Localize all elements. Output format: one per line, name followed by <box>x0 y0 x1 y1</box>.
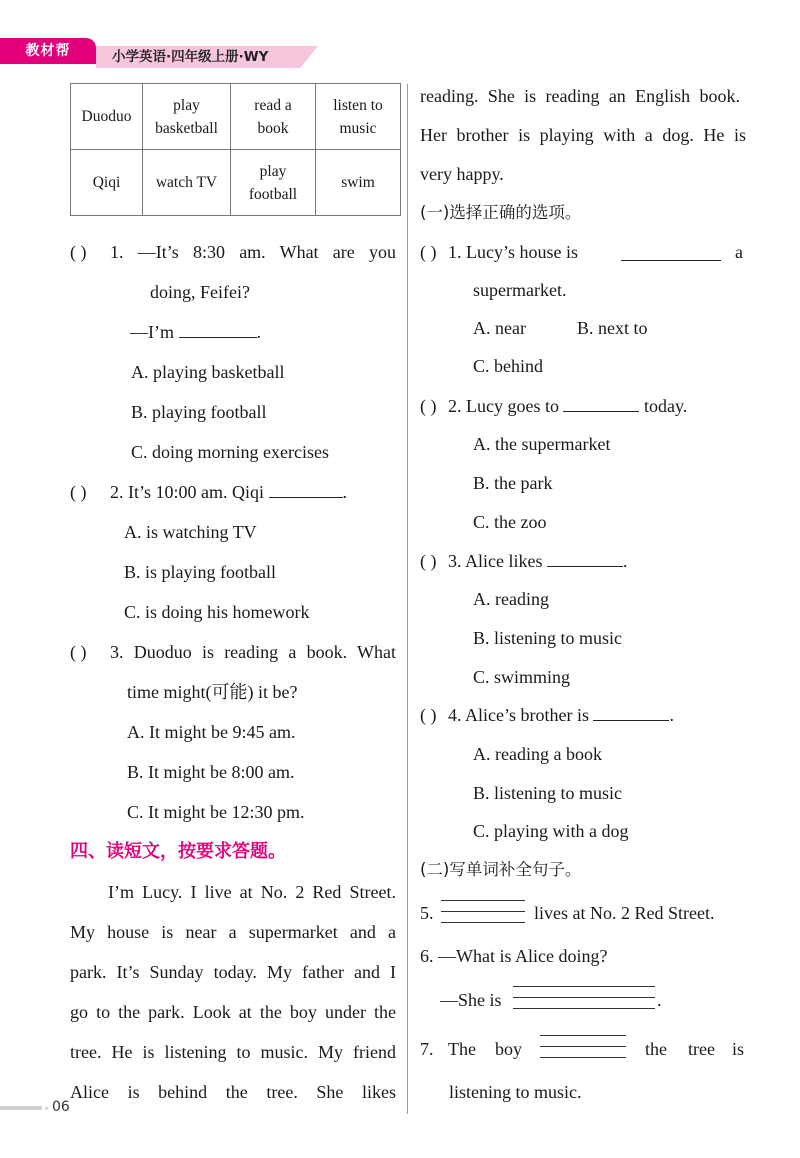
question-1-stem-end: a <box>735 242 743 262</box>
question-1-line2: doing, Feifei? <box>150 282 250 302</box>
option: B. listening to music <box>473 628 623 648</box>
option: A. reading <box>473 589 549 609</box>
table-cell: watch TV <box>143 150 231 216</box>
answer-blank[interactable] <box>179 323 257 338</box>
option: B. next to <box>577 318 648 338</box>
table-cell: swim <box>316 150 401 216</box>
passage-line: reading. She is reading an English book. <box>420 86 740 106</box>
page-number: 06 <box>52 1099 70 1115</box>
option: C. doing morning exercises <box>131 442 329 462</box>
answer-blank[interactable] <box>540 1033 626 1061</box>
question-7-word: The <box>448 1039 476 1059</box>
option: A. reading a book <box>473 744 602 764</box>
paren: ( ) <box>420 705 437 725</box>
question-4-stem: 4. Alice’s brother is . <box>448 705 674 725</box>
question-1-line2: supermarket. <box>473 280 567 300</box>
passage-line: tree. He is listening to music. My friend <box>70 1042 396 1062</box>
question-1-stem: 1. Lucy’s house is <box>448 242 578 262</box>
option: B. playing football <box>131 402 267 422</box>
paren: ( ) <box>420 242 437 262</box>
question-3-line2: time might(可能) it be? <box>127 682 298 702</box>
question-1-reply: —I’m . <box>130 322 261 342</box>
part-1-title: (一)选择正确的选项。 <box>420 203 582 222</box>
paren: ( ) <box>70 642 87 662</box>
header-title: 小学英语·四年级上册·WY <box>112 49 269 65</box>
table-cell: read a book <box>231 84 316 150</box>
option: C. swimming <box>473 667 571 687</box>
option: B. is playing football <box>124 562 276 582</box>
schedule-table <box>70 83 401 216</box>
question-6-line1: 6. —What is Alice doing? <box>420 946 608 966</box>
question-2-stem: 2. Lucy goes to today. <box>448 396 688 416</box>
paren: ( ) <box>70 242 87 262</box>
question-3-stem: 3. Alice likes . <box>448 551 628 571</box>
answer-blank[interactable] <box>563 397 639 412</box>
footer-rule <box>0 1106 42 1110</box>
option: B. the park <box>473 473 553 493</box>
answer-blank[interactable] <box>513 984 655 1012</box>
option: C. playing with a dog <box>473 821 629 841</box>
passage-line: Alice is behind the tree. She likes <box>70 1082 396 1102</box>
section-title: 四、读短文，按要求答题。 <box>70 841 286 862</box>
question-5-text: lives at No. 2 Red Street. <box>534 903 715 923</box>
question-6-suffix: . <box>657 990 662 1010</box>
passage-line: My house is near a supermarket and a <box>70 922 396 942</box>
option: A. playing basketball <box>131 362 285 382</box>
question-7-number: 7. <box>420 1039 434 1059</box>
footer-dot <box>45 1107 48 1110</box>
question-7-word: boy <box>495 1039 522 1059</box>
answer-blank[interactable] <box>441 898 525 926</box>
answer-blank[interactable] <box>547 552 623 567</box>
passage-line: I’m Lucy. I live at No. 2 Red Street. <box>108 882 396 902</box>
answer-blank[interactable] <box>621 246 721 261</box>
question-7-line2: listening to music. <box>449 1082 582 1102</box>
table-cell: Qiqi <box>71 150 143 216</box>
option: C. the zoo <box>473 512 547 532</box>
question-1-line1: 1. —It’s 8:30 am. What are you <box>110 242 396 262</box>
option: A. near <box>473 318 526 338</box>
table-cell: play basketball <box>143 84 231 150</box>
option: A. It might be 9:45 am. <box>127 722 296 742</box>
passage-line: park. It’s Sunday today. My father and I <box>70 962 396 982</box>
table-cell: Duoduo <box>71 84 143 150</box>
question-7-word: the <box>645 1039 667 1059</box>
question-5-number: 5. <box>420 903 434 923</box>
passage-line: go to the park. Look at the boy under the <box>70 1002 396 1022</box>
header-tab: 教材帮 <box>0 38 96 64</box>
question-3-line1: 3. Duoduo is reading a book. What <box>110 642 396 662</box>
part-2-title: (二)写单词补全句子。 <box>420 860 582 879</box>
column-divider <box>407 84 408 1114</box>
option: B. It might be 8:00 am. <box>127 762 295 782</box>
table-cell: play football <box>231 150 316 216</box>
option: B. listening to music <box>473 783 623 803</box>
table-cell: listen to music <box>316 84 401 150</box>
passage-line: very happy. <box>420 164 504 184</box>
option: A. the supermarket <box>473 434 611 454</box>
answer-blank[interactable] <box>269 483 343 498</box>
passage-line: Her brother is playing with a dog. He is <box>420 125 746 145</box>
question-6-prefix: —She is <box>440 990 502 1010</box>
option: C. behind <box>473 356 543 376</box>
paren: ( ) <box>420 551 437 571</box>
option: C. It might be 12:30 pm. <box>127 802 305 822</box>
question-2-stem: 2. It’s 10:00 am. Qiqi . <box>110 482 347 502</box>
paren: ( ) <box>70 482 87 502</box>
paren: ( ) <box>420 396 437 416</box>
answer-blank[interactable] <box>593 706 669 721</box>
option: C. is doing his homework <box>124 602 310 622</box>
question-7-word: is <box>732 1039 745 1059</box>
option: A. is watching TV <box>124 522 257 542</box>
question-7-word: tree <box>688 1039 715 1059</box>
